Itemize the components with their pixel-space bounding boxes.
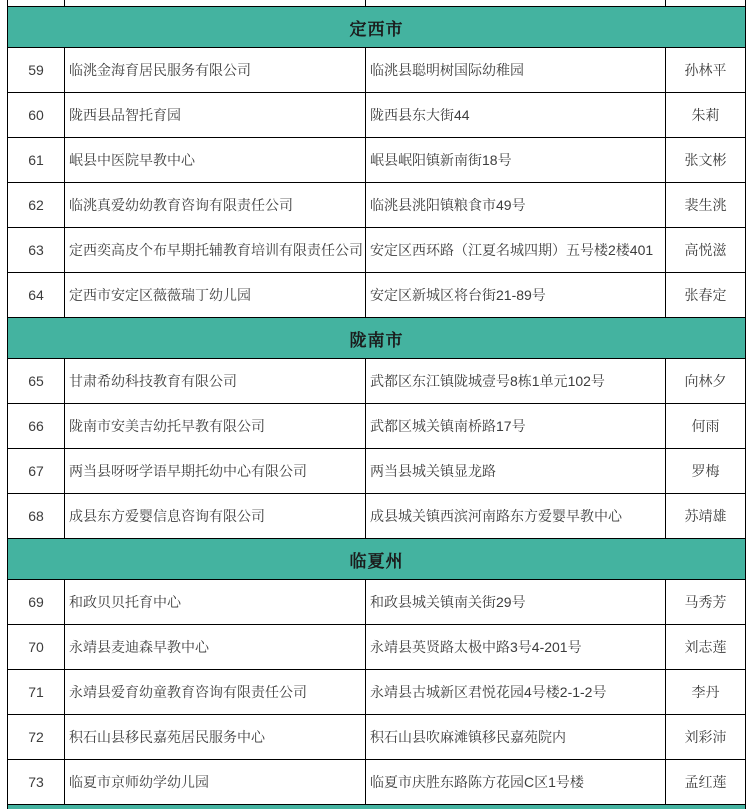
institution-name-cell: 两当县呀呀学语早期托幼中心有限公司	[65, 449, 366, 494]
table-row	[8, 404, 746, 449]
section-header-label: 临夏州	[8, 539, 746, 580]
person-name-cell: 张文彬	[666, 138, 746, 183]
address-cell: 永靖县古城新区君悦花园4号楼2-1-2号	[366, 670, 666, 715]
person-name-cell: 何雨	[666, 404, 746, 449]
row-number-cell: 60	[8, 93, 65, 138]
table-row	[8, 228, 746, 273]
address-cell: 临洮县聪明树国际幼稚园	[366, 48, 666, 93]
person-name-cell: 李丹	[666, 670, 746, 715]
address-cell: 岷县岷阳镇新南街18号	[366, 138, 666, 183]
partial-green-strip	[8, 805, 746, 809]
row-number-cell: 73	[8, 760, 65, 805]
institution-name-cell: 岷县中医院早教中心	[65, 138, 366, 183]
institution-name-cell: 临洮金海育居民服务有限公司	[65, 48, 366, 93]
institution-name-cell: 临洮真爱幼幼教育咨询有限责任公司	[65, 183, 366, 228]
table-row	[8, 625, 746, 670]
person-name-cell: 高悦滋	[666, 228, 746, 273]
person-name-cell: 裴生洮	[666, 183, 746, 228]
table-row	[8, 138, 746, 183]
section-header-linxia	[8, 539, 746, 580]
table-row	[8, 359, 746, 404]
section-header-label: 陇南市	[8, 318, 746, 359]
row-number-cell: 65	[8, 359, 65, 404]
institution-name-cell: 陇南市安美吉幼托早教有限公司	[65, 404, 366, 449]
row-number-cell: 63	[8, 228, 65, 273]
table-row	[8, 93, 746, 138]
address-cell: 两当县城关镇显龙路	[366, 449, 666, 494]
person-name-cell: 苏靖雄	[666, 494, 746, 539]
institutions-table	[7, 0, 746, 809]
row-number-cell: 68	[8, 494, 65, 539]
person-name-cell: 孙林平	[666, 48, 746, 93]
institution-name-cell: 成县东方爱婴信息咨询有限公司	[65, 494, 366, 539]
row-number-cell: 70	[8, 625, 65, 670]
address-cell: 临夏市庆胜东路陈方花园C区1号楼	[366, 760, 666, 805]
person-name-cell: 朱莉	[666, 93, 746, 138]
person-name-cell: 刘彩沛	[666, 715, 746, 760]
row-number-cell: 62	[8, 183, 65, 228]
row-number-cell: 71	[8, 670, 65, 715]
institution-name-cell: 陇西县品智托育园	[65, 93, 366, 138]
person-name-cell: 刘志莲	[666, 625, 746, 670]
partial-section-header-bottom	[8, 805, 746, 809]
institution-name-cell: 临夏市京师幼学幼儿园	[65, 760, 366, 805]
table-row	[8, 670, 746, 715]
address-cell: 和政县城关镇南关街29号	[366, 580, 666, 625]
row-number-cell: 67	[8, 449, 65, 494]
institution-name-cell: 永靖县麦迪森早教中心	[65, 625, 366, 670]
address-cell: 安定区新城区将台街21-89号	[366, 273, 666, 318]
institution-name-cell: 和政贝贝托育中心	[65, 580, 366, 625]
address-cell: 积石山县吹麻滩镇移民嘉苑院内	[366, 715, 666, 760]
table-row	[8, 183, 746, 228]
person-name-cell: 张春定	[666, 273, 746, 318]
person-name-cell: 向林夕	[666, 359, 746, 404]
row-number-cell: 66	[8, 404, 65, 449]
address-cell: 安定区西环路（江夏名城四期）五号楼2楼401	[366, 228, 666, 273]
section-header-label: 定西市	[8, 7, 746, 48]
person-name-cell: 罗梅	[666, 449, 746, 494]
address-cell: 成县城关镇西滨河南路东方爱婴早教中心	[366, 494, 666, 539]
table-row	[8, 715, 746, 760]
institution-name-cell: 甘肃希幼科技教育有限公司	[65, 359, 366, 404]
section-header-dingxi	[8, 7, 746, 48]
table-row	[8, 580, 746, 625]
address-cell: 武都区城关镇南桥路17号	[366, 404, 666, 449]
person-name-cell: 孟红莲	[666, 760, 746, 805]
person-name-cell: 马秀芳	[666, 580, 746, 625]
table-row	[8, 449, 746, 494]
row-number-cell: 61	[8, 138, 65, 183]
table-row	[8, 494, 746, 539]
institution-name-cell: 积石山县移民嘉苑居民服务中心	[65, 715, 366, 760]
row-number-cell: 64	[8, 273, 65, 318]
row-number-cell: 69	[8, 580, 65, 625]
row-number-cell: 72	[8, 715, 65, 760]
address-cell: 永靖县英贤路太极中路3号4-201号	[366, 625, 666, 670]
section-header-longnan	[8, 318, 746, 359]
address-cell: 武都区东江镇陇城壹号8栋1单元102号	[366, 359, 666, 404]
table-row	[8, 760, 746, 805]
address-cell: 陇西县东大街44	[366, 93, 666, 138]
table-row	[8, 48, 746, 93]
institution-name-cell: 永靖县爱育幼童教育咨询有限责任公司	[65, 670, 366, 715]
address-cell: 临洮县洮阳镇粮食市49号	[366, 183, 666, 228]
institution-name-cell: 定西市安定区薇薇瑞丁幼儿园	[65, 273, 366, 318]
table-row	[8, 273, 746, 318]
institution-name-cell: 定西奕高皮个布早期托辅教育培训有限责任公司	[65, 228, 366, 273]
row-number-cell: 59	[8, 48, 65, 93]
